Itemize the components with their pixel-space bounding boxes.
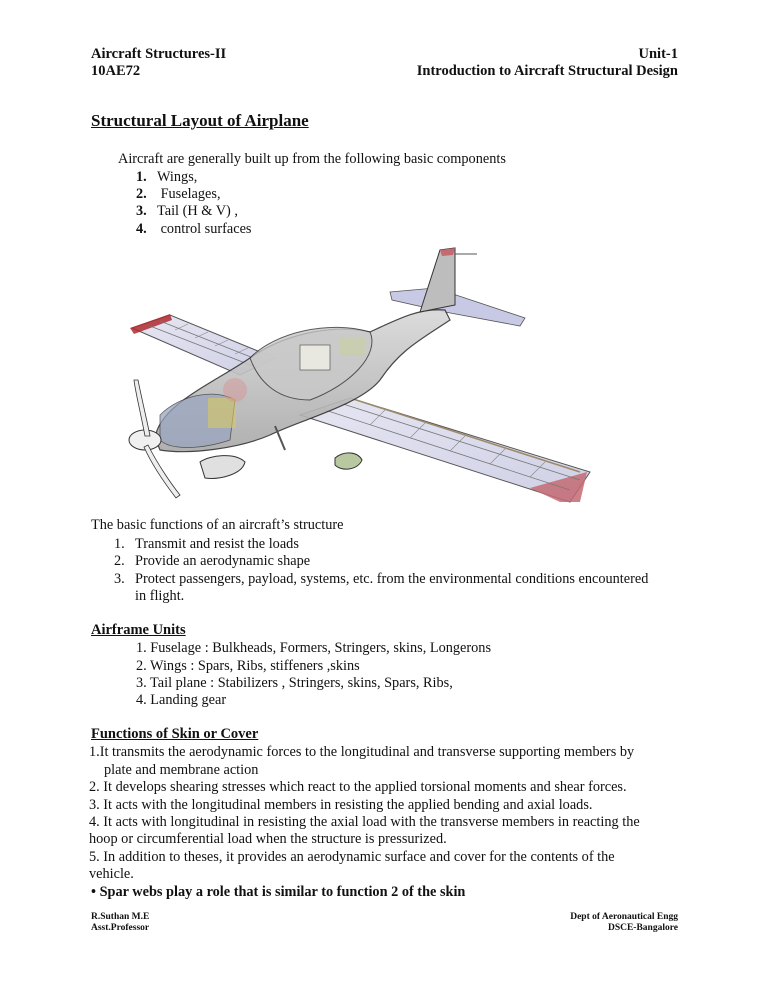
airframe-item: 1. Fuselage : Bulkheads, Formers, Stringers, skins, Longerons [136,640,492,656]
functions-intro: The basic functions of an aircraft’s structure [91,517,344,533]
skin-line: vehicle. [89,866,134,882]
footer-institution: DSCE-Bangalore [607,923,678,933]
component-label: Tail (H & V) , [157,203,238,219]
function-item [114,552,310,570]
function-num: 2. [114,553,125,569]
skin-line: plate and membrane action [104,762,259,778]
airplane-structure-figure [100,240,680,510]
airframe-item: 3. Tail plane : Stabilizers , Stringers, skins, Spars, Ribs, [136,675,453,691]
header-unit: Unit-1 [638,46,678,62]
component-item [136,220,251,238]
component-num: 4. [136,221,147,237]
skin-line: hoop or circumferential load when the structure is pressurized. [89,831,447,847]
function-num: 3. [114,571,125,587]
header-course-code: 10AE72 [91,63,141,79]
function-num: 1. [114,536,125,552]
function-text: Provide an aerodynamic shape [135,553,311,569]
skin-line: 5. In addition to theses, it provides an aerodynamic surface and cover for the contents of the [89,849,615,865]
function-text: Protect passengers, payload, systems, etc. from the environmental conditions encountered [135,571,649,587]
component-num: 1. [136,169,147,185]
section-title-structural-layout: Structural Layout of Airplane [91,111,309,130]
component-label: Wings, [157,169,198,185]
header-course-title: Aircraft Structures-II [91,46,227,62]
component-item [136,168,197,186]
section-title-skin-functions: Functions of Skin or Cover [91,726,259,742]
function-item-continuation: in flight. [135,588,185,604]
footer-author: R.Suthan M.E [91,912,150,922]
component-item [136,202,238,220]
skin-line: 4. It acts with longitudinal in resisting the axial load with the transverse members in reacting the [89,814,640,830]
component-label: control surfaces [157,221,252,237]
header-unit-title: Introduction to Aircraft Structural Design [416,63,678,79]
footer-department: Dept of Aeronautical Engg [570,912,678,922]
section-title-airframe-units: Airframe Units [91,622,186,638]
function-item [114,570,648,588]
component-num: 2. [136,186,147,202]
component-item [136,185,221,203]
components-intro: Aircraft are generally built up from the following basic components [118,151,506,167]
footer-designation: Asst.Professor [91,923,150,933]
skin-line: 2. It develops shearing stresses which react to the applied torsional moments and shear forces. [89,779,627,795]
function-text: Transmit and resist the loads [135,536,299,552]
airframe-item: 4. Landing gear [136,692,227,708]
spar-web-note: • Spar webs play a role that is similar to function 2 of the skin [91,884,466,900]
function-item [114,535,299,553]
skin-line: 1.It transmits the aerodynamic forces to the longitudinal and transverse supporting members by [89,744,635,760]
component-label: Fuselages, [157,186,221,202]
right-wing [300,398,590,502]
airframe-item: 2. Wings : Spars, Ribs, stiffeners ,skins [136,658,360,674]
skin-line: 3. It acts with the longitudinal members in resisting the applied bending and axial loads. [89,797,593,813]
component-num: 3. [136,203,147,219]
